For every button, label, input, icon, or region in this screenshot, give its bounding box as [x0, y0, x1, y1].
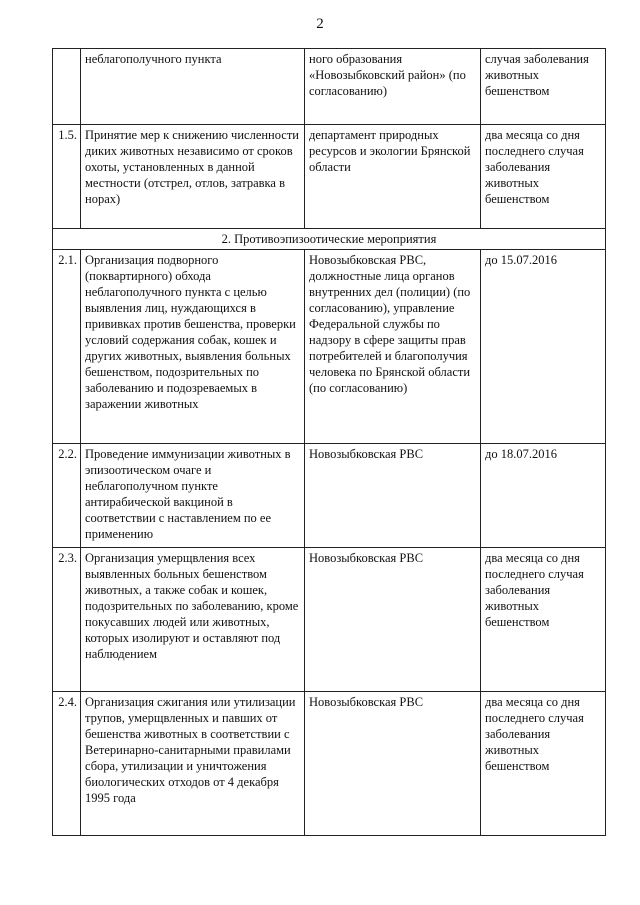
row-action: Организация умерщвления всех выявленных больных бешенством животных, а также собак и кошек, подозрительных по заболеванию, кроме покусавших людей или животных, которых изолируют и оставляют под наблюдением [81, 548, 305, 692]
row-number: 1.5. [53, 125, 81, 229]
table-row [53, 125, 606, 229]
row-term: два месяца со дня последнего случая заболевания животных бешенством [481, 125, 606, 229]
row-responsible: Новозыбковская РВС, должностные лица органов внутренних дел (полиции) (по согласованию), управление Федеральной службы по надзору в сфере защиты прав потребителей и благополучия человека по Брянской области (по согласованию) [305, 250, 481, 444]
row-responsible: Новозыбковская РВС [305, 692, 481, 836]
row-term: до 18.07.2016 [481, 444, 606, 548]
row-term: до 15.07.2016 [481, 250, 606, 444]
row-number: 2.4. [53, 692, 81, 836]
row-number [53, 49, 81, 125]
row-action: Организация сжигания или утилизации трупов, умерщвленных и павших от бешенства животных в соответствии с Ветеринарно-санитарными правилами сбора, утилизации и уничтожения биологических отходов от 4 декабря 1995 года [81, 692, 305, 836]
row-action: Организация подворного (поквартирного) обхода неблагополучного пункта с целью выявления лиц, нуждающихся в прививках против бешенства, проверки условий содержания собак, кошек и других животных, выявления больных бешенством, подозрительных по заболеванию и подозреваемых в заражении животных [81, 250, 305, 444]
table-row [53, 49, 606, 125]
row-term: два месяца со дня последнего случая заболевания животных бешенством [481, 692, 606, 836]
row-responsible: Новозыбковская РВС [305, 444, 481, 548]
row-term: два месяца со дня последнего случая заболевания животных бешенством [481, 548, 606, 692]
row-number: 2.1. [53, 250, 81, 444]
row-responsible: департамент природных ресурсов и экологии Брянской области [305, 125, 481, 229]
table-row [53, 692, 606, 836]
table-row [53, 548, 606, 692]
row-action: Принятие мер к снижению численности диких животных независимо от сроков охоты, установленных в данной местности (отстрел, отлов, затравка в норах) [81, 125, 305, 229]
row-responsible: Новозыбковская РВС [305, 548, 481, 692]
section-row [53, 229, 606, 250]
page-number: 2 [316, 16, 324, 32]
section-title: 2. Противоэпизоотические мероприятия [53, 229, 606, 250]
row-responsible: ного образования «Новозыбковский район» (по согласованию) [305, 49, 481, 125]
measures-table [52, 48, 606, 836]
table-row [53, 444, 606, 548]
row-number: 2.3. [53, 548, 81, 692]
row-action: Проведение иммунизации животных в эпизоотическом очаге и неблагополучном пункте антирабической вакциной в соответствии с наставлением по ее применению [81, 444, 305, 548]
row-number: 2.2. [53, 444, 81, 548]
row-action: неблагополучного пункта [81, 49, 305, 125]
table-row [53, 250, 606, 444]
row-term: случая заболевания животных бешенством [481, 49, 606, 125]
